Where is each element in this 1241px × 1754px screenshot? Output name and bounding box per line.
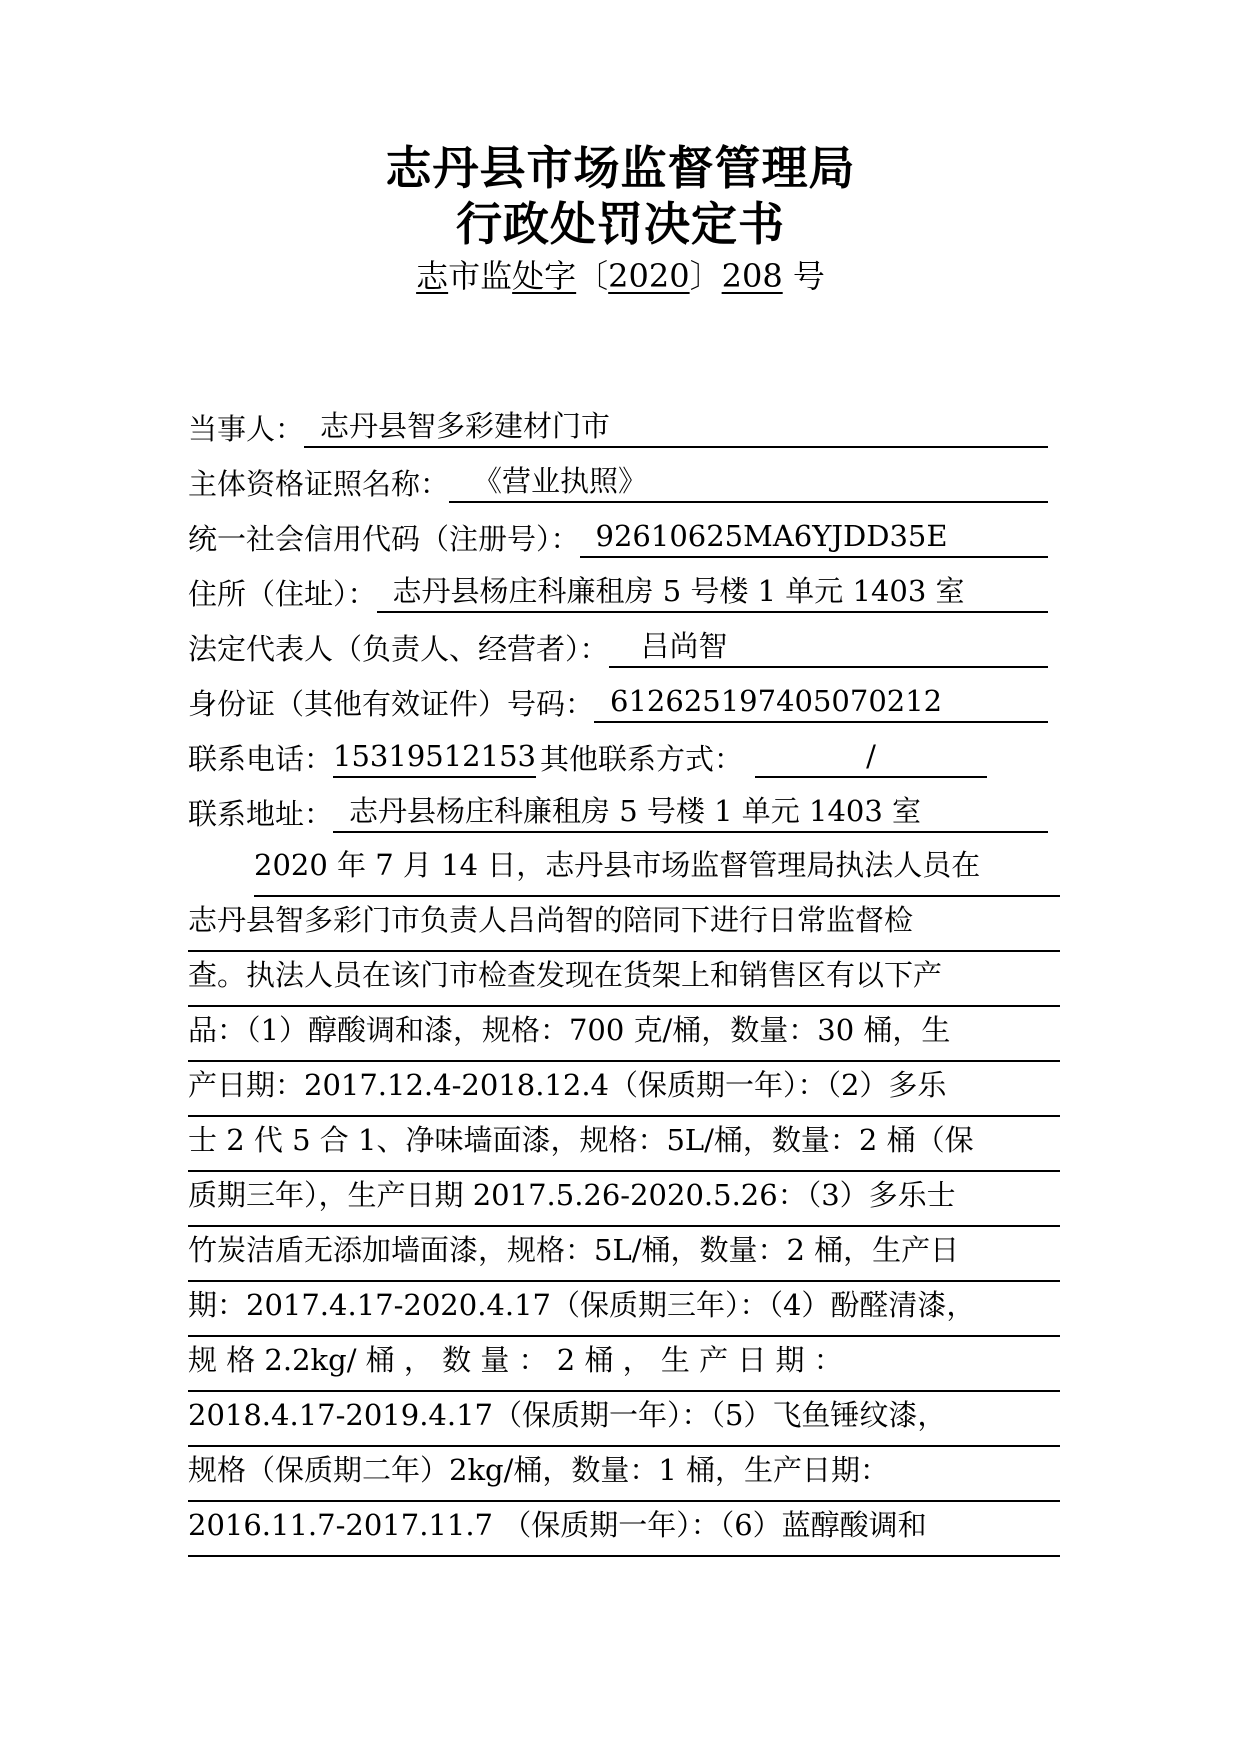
license-value: 《营业执照》 [449,462,1048,503]
contact-phone-row [188,723,1048,778]
party-row [188,393,1048,448]
credit-code-value: 92610625MA6YJDD35E [580,517,1048,558]
agency-title: 志丹县市场监督管理局 [385,141,856,195]
contact-address-row [188,778,1048,833]
party-info-fields [188,393,1048,833]
id-number-value: 612625197405070212 [594,682,1048,723]
id-number-label: 身份证（其他有效证件）号码： [188,687,595,721]
other-contact-value: / [755,737,987,778]
doc-number-suffix: 号 [782,257,825,295]
body-line: 质期三年），生产日期 2017.5.26-2020.5.26：（3）多乐士 [188,1172,1060,1227]
address-value: 志丹县杨庄科廉租房 5 号楼 1 单元 1403 室 [377,572,1048,613]
representative-value: 吕尚智 [609,627,1048,668]
credit-code-row [188,503,1048,558]
body-line: 2020 年 7 月 14 日，志丹县市场监督管理局执法人员在 [254,842,1060,897]
doc-number-open-bracket: 〔 [576,257,609,295]
body-line: 规格（保质期二年）2kg/桶，数量：1 桶，生产日期： [188,1447,1060,1502]
document-title: 行政处罚决定书 [456,197,785,251]
doc-number-serial: 208 [721,257,783,295]
body-line: 品：（1）醇酸调和漆，规格：700 克/桶，数量：30 桶，生 [188,1007,1060,1062]
body-line: 竹炭洁盾无添加墙面漆，规格：5L/桶，数量：2 桶，生产日 [188,1227,1060,1282]
credit-code-label: 统一社会信用代码（注册号）： [188,522,580,556]
contact-address-label: 联系地址： [188,797,334,831]
address-row [188,558,1048,613]
doc-number-type: 处字 [512,257,577,295]
body-line: 规 格 2.2kg/ 桶 ， 数 量 ： 2 桶 ， 生 产 日 期 ： [188,1337,1060,1392]
phone-label: 联系电话： [188,742,334,776]
representative-row [188,613,1048,668]
other-contact-label: 其他联系方式： [539,742,743,776]
body-line: 志丹县智多彩门市负责人吕尚智的陪同下进行日常监督检 [188,897,1060,952]
phone-value: 15319512153 [333,737,536,778]
contact-address-value: 志丹县杨庄科廉租房 5 号楼 1 单元 1403 室 [333,792,1048,833]
body-line: 士 2 代 5 合 1、净味墙面漆，规格：5L/桶，数量：2 桶（保 [188,1117,1060,1172]
body-line: 2018.4.17-2019.4.17（保质期一年）：（5）飞鱼锤纹漆， [188,1392,1060,1447]
body-line: 2016.11.7-2017.11.7 （保质期一年）：（6）蓝醇酸调和 [188,1502,1060,1557]
body-line: 产日期：2017.12.4-2018.12.4（保质期一年）：（2）多乐 [188,1062,1060,1117]
address-label: 住所（住址）： [188,577,377,611]
representative-label: 法定代表人（负责人、经营者）： [188,632,609,666]
body-line: 期：2017.4.17-2020.4.17（保质期三年）：（4）酚醛清漆， [188,1282,1060,1337]
license-row [188,448,1048,503]
doc-number-close-bracket: 〕 [689,257,722,295]
license-label: 主体资格证照名称： [188,467,450,501]
party-value: 志丹县智多彩建材门市 [304,407,1048,448]
document-number [0,256,1241,296]
case-facts-paragraph [188,842,1060,1557]
body-line: 查。执法人员在该门市检查发现在货架上和销售区有以下产 [188,952,1060,1007]
party-label: 当事人： [188,412,305,446]
doc-number-prefix: 志 [416,257,449,295]
doc-number-year: 2020 [608,257,690,295]
doc-number-agency: 市监 [448,257,513,295]
id-number-row [188,668,1048,723]
